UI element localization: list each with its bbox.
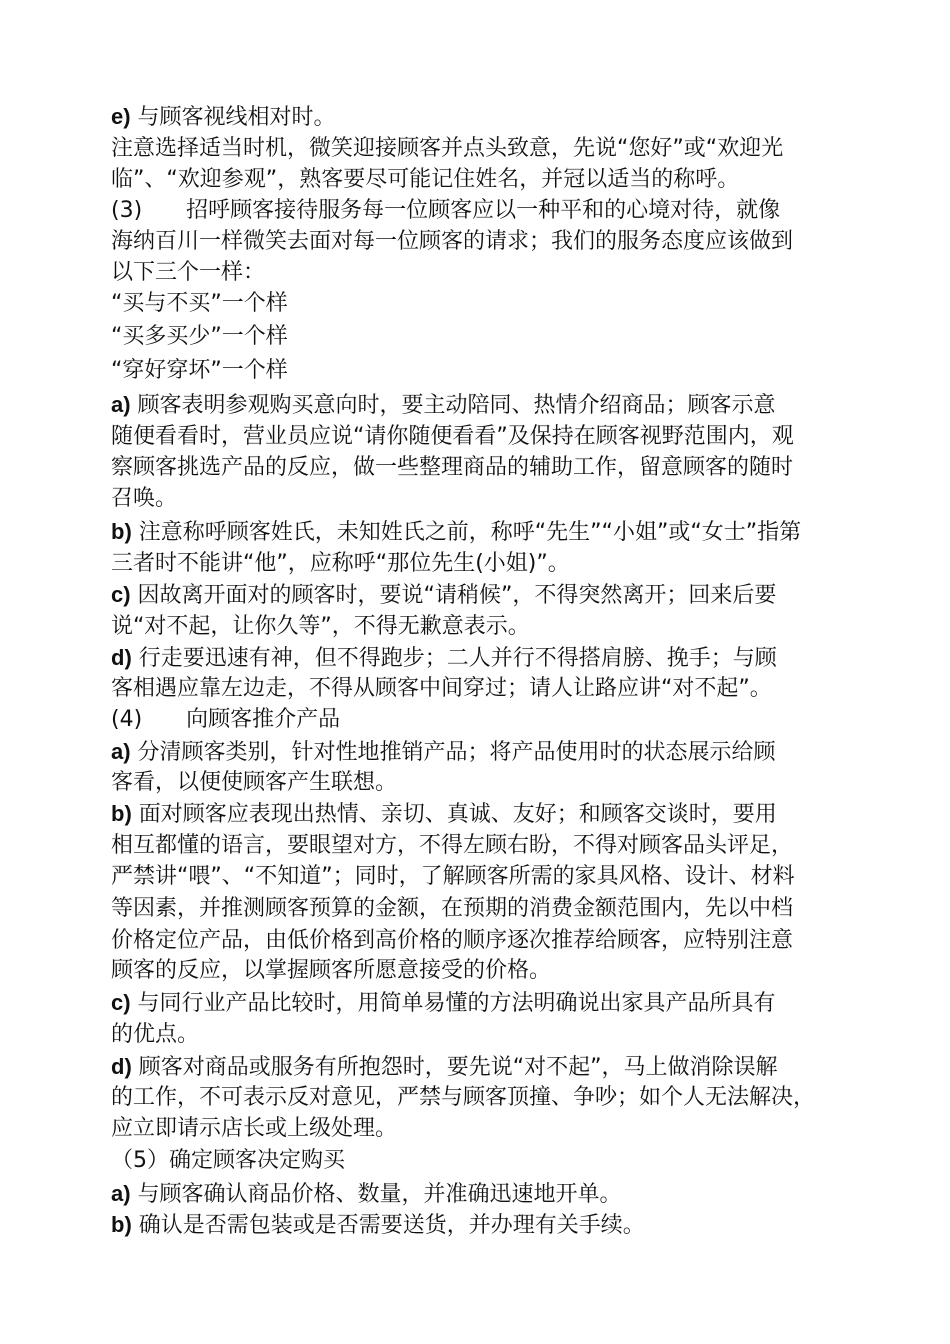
text-line [111,768,397,798]
text-line [111,862,795,892]
list-marker: c) [111,990,131,1015]
line-text: 因故离开面对的顾客时，要说“请稍候”，不得突然离开；回来后要 [130,583,777,608]
text-line [111,102,336,132]
text-line [111,988,776,1018]
line-text: 顾客表明参观购买意向时，要主动陪同、热情介绍商品；顾客示意 [130,393,776,418]
text-line [111,289,288,319]
text-line [111,1083,815,1113]
list-marker: d) [111,645,132,670]
line-text: 注意选择适当时机，微笑迎接顾客并点头致意，先说“您好”或“欢迎光 [111,136,784,161]
line-text: 的工作，不可表示反对意见，严禁与顾客顶撞、争吵；如个人无法解决， [111,1085,816,1110]
line-text: 顾客的反应，以掌握顾客所愿意接受的价格。 [111,958,552,983]
line-text: 与顾客确认商品价格、数量，并准确迅速地开单。 [130,1182,622,1207]
list-marker: d) [111,1054,132,1079]
text-line [111,1179,622,1209]
line-text: 面对顾客应表现出热情、亲切、真诚、友好；和顾客交谈时，要用 [131,802,777,827]
line-text: 严禁讲“喂”、“不知道”；同时，了解顾客所需的家具风格、设计、材料 [111,864,795,889]
text-line [111,390,776,420]
text-line [111,258,265,288]
list-marker: e) [111,104,131,129]
line-text: 客相遇应靠左边走，不得从顾客中间穿过；请人让路应讲“对不起”。 [111,676,772,701]
text-line [111,422,794,452]
line-text: 客看，以便使顾客产生联想。 [111,770,398,795]
text-line [111,799,777,829]
line-text: 以下三个一样： [111,260,266,285]
line-text: 与同行业产品比较时，用简单易懂的方法明确说出家具产品所具有 [130,991,776,1016]
list-marker: a) [111,392,131,417]
text-line [111,134,783,164]
list-marker: c) [111,582,131,607]
line-text: “买多买少”一个样 [111,324,288,349]
line-text: 临”、“欢迎参观”，熟客要尽可能记住姓名，并冠以适当的称呼。 [111,167,740,192]
list-marker: b) [111,1212,132,1237]
text-line [111,674,772,704]
line-text: 分清顾客类别，针对性地推销产品；将产品使用时的状态展示给顾 [130,740,776,765]
text-line [111,894,793,924]
text-line [111,227,793,257]
list-marker: a) [111,739,131,764]
text-line [111,956,551,986]
line-text: 察顾客挑选产品的反应，做一些整理商品的辅助工作，留意顾客的随时 [111,455,794,480]
line-text: 确认是否需包装或是否需要送货，并办理有关手续。 [131,1213,645,1238]
line-text: 注意称呼顾客姓氏，未知姓氏之前，称呼“先生”“小姐”或“女士”指第 [131,520,802,545]
text-line [111,1114,397,1144]
line-text: 海纳百川一样微笑去面对每一位顾客的请求；我们的服务态度应该做到 [111,229,794,254]
text-line [111,1146,345,1176]
line-text: 与顾客视线相对时。 [130,105,336,130]
text-line [111,549,570,579]
line-text: 相互都懂的语言，要眼望对方，不得左顾右盼，不得对顾客品头评足， [111,833,794,858]
text-line [111,612,530,642]
text-line [111,165,739,195]
text-line [111,1020,199,1050]
text-line [111,517,801,547]
line-text: 等因素，并推测顾客预算的金额，在预期的消费金额范围内，先以中档 [111,896,794,921]
text-line [111,1210,645,1240]
line-text: 随便看看时，营业员应说“请你随便看看”及保持在顾客视野范围内，观 [111,424,794,449]
text-line [111,484,177,514]
list-marker: b) [111,519,132,544]
text-line [111,580,776,610]
text-line [111,643,777,673]
text-line [111,705,340,735]
line-text: 的优点。 [111,1022,200,1047]
line-text: (4) 向顾客推介产品 [111,707,341,732]
line-text: 应立即请示店长或上级处理。 [111,1116,398,1141]
text-line [111,1052,778,1082]
line-text: 三者时不能讲“他”，应称呼“那位先生(小姐)”。 [111,551,570,576]
line-text: 价格定位产品，由低价格到高价格的顺序逐次推荐给顾客，应特别注意 [111,928,794,953]
line-text: 说“对不起，让你久等”，不得无歉意表示。 [111,614,530,639]
text-line [111,926,793,956]
text-line [111,196,780,226]
text-line [111,453,793,483]
line-text: 顾客对商品或服务有所抱怨时，要先说“对不起”，马上做消除误解 [131,1055,778,1080]
line-text: （5）确定顾客决定购买 [111,1148,345,1173]
line-text: “买与不买”一个样 [111,291,288,316]
line-text: 召唤。 [111,486,178,511]
text-line [111,356,288,386]
line-text: (3) 招呼顾客接待服务每一位顾客应以一种平和的心境对待，就像 [111,198,781,223]
list-marker: b) [111,801,132,826]
text-line [111,737,776,767]
text-line [111,322,288,352]
line-text: 行走要迅速有神，但不得跑步；二人并行不得搭肩膀、挽手；与顾 [131,646,777,671]
list-marker: a) [111,1181,131,1206]
line-text: “穿好穿坏”一个样 [111,358,288,383]
text-line [111,831,793,861]
